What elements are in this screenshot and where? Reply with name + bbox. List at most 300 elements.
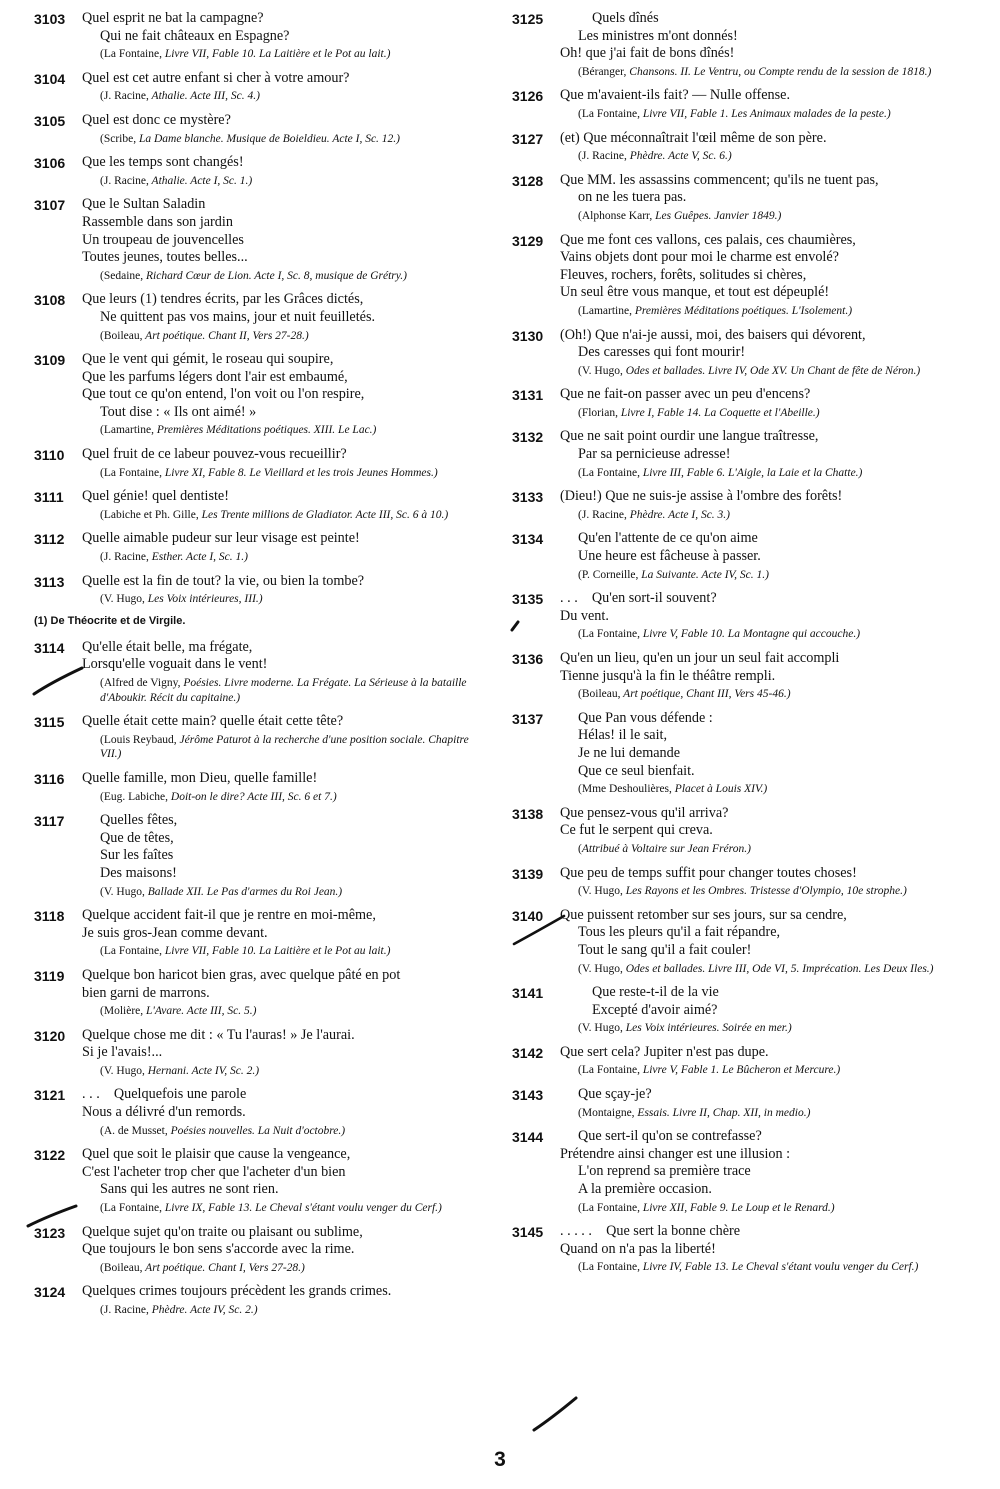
citation-work: Attribué à Voltaire sur Jean Fréron.): [581, 842, 751, 855]
quotation-entry: [512, 865, 970, 899]
quotation-entry: [34, 154, 486, 188]
source-citation: (V. Hugo, Les Voix intérieures. Soirée en mer.): [578, 1022, 792, 1035]
source-citation: (Montaigne, Essais. Livre II, Chap. XII, in medio.): [578, 1106, 811, 1119]
entry-number: 3131: [512, 387, 544, 404]
citation-author: V. Hugo,: [103, 593, 145, 606]
citation-work: Livre XII, Fable 9. Le Loup et le Renard.): [639, 1201, 835, 1214]
citation-work: Hernani. Acte IV, Sc. 2.): [144, 1064, 260, 1077]
quote-line: Que le vent qui gémit, le roseau qui soupire,: [82, 351, 334, 368]
entry-number: 3137: [512, 710, 544, 727]
entry-number: 3123: [34, 1224, 66, 1241]
citation-author: La Fontaine,: [103, 945, 162, 958]
citation-author: Eug. Labiche,: [103, 790, 169, 803]
entry-number: 3115: [34, 714, 65, 731]
quotation-entry: [34, 112, 486, 146]
quote-line: (et) Que méconnaîtrait l'œil même de son père.: [560, 129, 827, 146]
citation-work: Livre V, Fable 10. La Montagne qui accouche.): [639, 628, 861, 641]
entry-number: 3138: [512, 805, 544, 822]
quote-line: Je suis gros-Jean comme devant.: [82, 924, 268, 941]
source-citation: (Alfred de Vigny, Poésies. Livre moderne. La Frégate. La Sérieuse à la bataille d'Aboukir. Récit du capitaine.): [100, 677, 467, 704]
entry-number: 3134: [512, 531, 544, 548]
source-citation: (La Fontaine, Livre VII, Fable 1. Les Animaux malades de la peste.): [578, 107, 891, 120]
entry-number: 3144: [512, 1129, 544, 1146]
source-citation: (Lamartine, Premières Méditations poétiques. XIII. Le Lac.): [100, 424, 377, 437]
quote-line: Tous les pleurs qu'il a fait répandre,: [578, 924, 781, 941]
quote-line: Des maisons!: [100, 864, 177, 881]
citation-author: La Fontaine,: [103, 1202, 162, 1215]
left-column: [34, 10, 486, 1326]
quotation-entry: [34, 1224, 486, 1276]
citation-author: Labiche et Ph. Gille,: [103, 508, 199, 521]
quote-line: Rassemble dans son jardin: [82, 213, 233, 230]
quotation-entry: [34, 488, 486, 522]
source-citation: (J. Racine, Athalie. Acte III, Sc. 4.): [100, 90, 260, 103]
quote-line: Que me font ces vallons, ces palais, ces chaumières,: [560, 231, 856, 248]
citation-author: V. Hugo,: [581, 1022, 623, 1035]
entry-number: 3111: [34, 489, 64, 506]
quote-line: Que ce seul bienfait.: [578, 762, 695, 779]
citation-work: Athalie. Acte III, Sc. 4.): [148, 90, 260, 103]
quotation-entry: [34, 1027, 486, 1079]
citation-work: Art poétique, Chant III, Vers 45-46.): [620, 688, 791, 701]
quote-line: Sans qui les autres ne sont rien.: [100, 1181, 279, 1198]
entry-number: 3140: [512, 907, 544, 924]
quote-line: Tienne jusqu'à la fin le théâtre rempli.: [560, 667, 776, 684]
quote-line: Quelque accident fait-il que je rentre en moi-même,: [82, 907, 376, 924]
quote-line: Quelle aimable pudeur sur leur visage est peinte!: [82, 530, 360, 547]
quotation-entry: [512, 327, 970, 379]
quote-line: (Oh!) Que n'ai-je aussi, moi, des baisers qui dévorent,: [560, 326, 866, 343]
quote-line: Un seul être vous manque, et tout est dépeuplé!: [560, 284, 830, 301]
page-number: 3: [494, 1448, 506, 1471]
quote-line: A la première occasion.: [578, 1181, 712, 1198]
citation-work: Essais. Livre II, Chap. XII, in medio.): [634, 1106, 811, 1119]
quote-line: Sur les faîtes: [100, 847, 174, 864]
entry-number: 3122: [34, 1147, 66, 1164]
quote-line: Que toujours le bon sens s'accorde avec la rime.: [82, 1241, 355, 1258]
entry-number: 3127: [512, 130, 544, 147]
citation-work: Doit-on le dire? Acte III, Sc. 6 et 7.): [168, 790, 337, 803]
source-citation: (Eug. Labiche, Doit-on le dire? Acte III, Sc. 6 et 7.): [100, 790, 337, 803]
entry-number: 3133: [512, 489, 544, 506]
citation-author: Lamartine,: [103, 424, 154, 437]
quotation-entry: [34, 351, 486, 438]
entry-number: 3120: [34, 1027, 66, 1044]
quotation-entry: [34, 1146, 486, 1215]
quote-line: Quelles fêtes,: [100, 812, 178, 829]
source-citation: (La Fontaine, Livre IX, Fable 13. Le Cheval s'étant voulu venger du Cerf.): [100, 1202, 442, 1215]
quote-line: Excepté d'avoir aimé?: [592, 1001, 718, 1018]
source-citation: (Scribe, La Dame blanche. Musique de Boieldieu. Acte I, Sc. 12.): [100, 132, 401, 145]
citation-work: Richard Cœur de Lion. Acte I, Sc. 8, musique de Grétry.): [143, 269, 407, 282]
citation-work: Jérôme Paturot à la recherche d'une position sociale. Chapitre VII.): [100, 733, 469, 761]
entry-number: 3125: [512, 11, 544, 27]
quotation-entry: [34, 639, 486, 705]
citation-work: La Dame blanche. Musique de Boieldieu. Acte I, Sc. 12.): [136, 132, 401, 145]
entry-number: 3145: [512, 1224, 544, 1241]
quote-line: Que sçay-je?: [578, 1086, 652, 1103]
quote-line: L'on reprend sa première trace: [578, 1163, 751, 1180]
quotation-entry: [34, 196, 486, 283]
quotation-entry: [512, 710, 970, 797]
citation-work: L'Avare. Acte III, Sc. 5.): [143, 1005, 257, 1018]
quotation-entry: [512, 650, 970, 702]
source-citation: (Labiche et Ph. Gille, Les Trente millions de Gladiator. Acte III, Sc. 6 à 10.): [100, 508, 449, 521]
quote-line: Vains objets dont pour moi le charme est envolé?: [560, 249, 839, 266]
quote-line: Si je l'avais!...: [82, 1044, 163, 1061]
quote-line: Qu'elle était belle, ma frégate,: [82, 638, 253, 655]
quotation-entry: [512, 1128, 970, 1215]
quote-line: Je ne lui demande: [578, 744, 681, 761]
entry-number: 3124: [34, 1284, 66, 1301]
quote-line: Quelle était cette main? quelle était cette tête?: [82, 713, 344, 730]
citation-author: La Fontaine,: [581, 1064, 640, 1077]
source-citation: (Florian, Livre I, Fable 14. La Coquette et l'Abeille.): [578, 406, 820, 419]
entry-number: 3129: [512, 232, 544, 249]
pencil-mark: [530, 1394, 582, 1436]
quotation-entry: [512, 590, 970, 642]
source-citation: (Boileau, Art poétique. Chant I, Vers 27-28.): [100, 1261, 305, 1274]
entry-number: 3142: [512, 1044, 544, 1061]
source-citation: (La Fontaine, Livre V, Fable 10. La Montagne qui accouche.): [578, 628, 861, 641]
quote-line: Lorsqu'elle voguait dans le vent!: [82, 656, 268, 673]
pencil-mark: [30, 664, 90, 698]
quote-line: Qu'en l'attente de ce qu'on aime: [578, 530, 758, 547]
quotation-entry: [34, 770, 486, 804]
source-citation: (J. Racine, Esther. Acte I, Sc. 1.): [100, 551, 248, 564]
quotation-entry: [512, 386, 970, 420]
quotation-entry: [512, 10, 970, 79]
citation-author: La Fontaine,: [581, 1201, 640, 1214]
entry-number: 3132: [512, 429, 544, 446]
source-citation: (V. Hugo, Ballade XII. Le Pas d'armes du Roi Jean.): [100, 885, 343, 898]
citation-author: Béranger,: [581, 65, 627, 78]
citation-author: J. Racine,: [103, 551, 149, 564]
quotation-entry: [512, 130, 970, 164]
source-citation: (Alphonse Karr, Les Guêpes. Janvier 1849.): [578, 209, 782, 222]
pencil-mark: [510, 912, 570, 948]
entry-number: 3139: [512, 865, 544, 882]
quotation-entry: [34, 530, 486, 564]
quote-line: Quel esprit ne bat la campagne?: [82, 10, 264, 26]
quote-line: Que le Sultan Saladin: [82, 196, 206, 213]
source-citation: (J. Racine, Phèdre. Acte I, Sc. 3.): [578, 508, 731, 521]
citation-author: La Fontaine,: [103, 48, 162, 61]
quote-line: Que ne sait point ourdir une langue traîtresse,: [560, 428, 819, 445]
citation-author: Alfred de Vigny,: [103, 677, 181, 689]
citation-author: Alphonse Karr,: [581, 209, 653, 222]
citation-work: Les Voix intérieures. Soirée en mer.): [622, 1022, 792, 1035]
citation-work: Les Guêpes. Janvier 1849.): [652, 209, 782, 222]
quote-line: Quelle famille, mon Dieu, quelle famille!: [82, 769, 318, 786]
source-citation: (Boileau, Art poétique. Chant II, Vers 27-28.): [100, 329, 309, 342]
quotation-entry: [34, 907, 486, 959]
citation-work: Livre III, Fable 6. L'Aigle, la Laie et la Chatte.): [639, 466, 863, 479]
quote-line: Que sert-il qu'on se contrefasse?: [578, 1128, 762, 1145]
quote-line: Que les parfums légers dont l'air est embaumé,: [82, 368, 348, 385]
quote-line: Quelque bon haricot bien gras, avec quelque pâté en pot: [82, 966, 401, 983]
citation-author: La Fontaine,: [581, 107, 640, 120]
quote-line: Quel que soit le plaisir que cause la vengeance,: [82, 1146, 351, 1163]
citation-author: Montaigne,: [581, 1106, 635, 1119]
citation-work: Livre IV, Fable 13. Le Cheval s'étant voulu venger du Cerf.): [639, 1261, 919, 1274]
quote-line: Par sa pernicieuse adresse!: [578, 446, 731, 463]
quote-line: Que Pan vous défende :: [578, 709, 713, 726]
source-citation: (La Fontaine, Livre XI, Fable 8. Le Vieillard et les trois Jeunes Hommes.): [100, 466, 438, 479]
source-citation: (A. de Musset, Poésies nouvelles. La Nuit d'octobre.): [100, 1124, 346, 1137]
source-citation: (Molière, L'Avare. Acte III, Sc. 5.): [100, 1005, 257, 1018]
quote-line: on ne les tuera pas.: [578, 189, 687, 206]
quote-line: Que peu de temps suffit pour changer toutes choses!: [560, 864, 857, 881]
citation-author: J. Racine,: [581, 150, 627, 163]
footnote: (1) De Théocrite et de Virgile.: [34, 614, 186, 627]
quote-line: Ce fut le serpent qui creva.: [560, 822, 713, 839]
quote-line: (Dieu!) Que ne suis-je assise à l'ombre des forêts!: [560, 488, 843, 505]
source-citation: (La Fontaine, Livre VII, Fable 10. La Laitière et le Pot au lait.): [100, 48, 391, 61]
quote-line: Que ne fait-on passer avec un peu d'encens?: [560, 386, 811, 403]
quote-line: Du vent.: [560, 607, 609, 624]
citation-work: Livre IX, Fable 13. Le Cheval s'étant voulu venger du Cerf.): [161, 1202, 442, 1215]
quote-line: Que de têtes,: [100, 829, 174, 846]
quote-line: Que sert cela? Jupiter n'est pas dupe.: [560, 1043, 769, 1060]
citation-work: Livre VII, Fable 10. La Laitière et le Pot au lait.): [161, 945, 391, 958]
quotation-entry: [34, 1086, 486, 1138]
citation-author: La Fontaine,: [581, 466, 640, 479]
citation-work: Odes et ballades. Livre IV, Ode XV. Un Chant de fête de Néron.): [622, 364, 921, 377]
entry-number: 3126: [512, 88, 544, 105]
quote-line: . . . Qu'en sort-il souvent?: [560, 590, 717, 607]
quote-line: Nous a délivré d'un remords.: [82, 1104, 246, 1121]
right-column: [512, 10, 970, 1283]
source-citation: (V. Hugo, Les Voix intérieures, III.): [100, 593, 263, 606]
quotation-entry: [512, 984, 970, 1036]
citation-author: Sedaine,: [103, 269, 144, 282]
quote-line: Que tout ce qu'on entend, l'on voit ou l'on respire,: [82, 386, 365, 403]
entry-number: 3136: [512, 651, 544, 667]
source-citation: (J. Racine, Phèdre. Acte V, Sc. 6.): [578, 150, 732, 163]
quote-line: Que puissent retomber sur ses jours, sur sa cendre,: [560, 906, 847, 923]
quotation-entry: [34, 1283, 486, 1317]
source-citation: (La Fontaine, Livre III, Fable 6. L'Aigle, la Laie et la Chatte.): [578, 466, 863, 479]
citation-work: Poésies. Livre moderne. La Frégate. La Sérieuse à la bataille d'Aboukir. Récit du capitaine.): [100, 677, 467, 704]
quotation-entry: [34, 70, 486, 104]
citation-author: Louis Reybaud,: [103, 733, 177, 746]
entry-number: 3141: [512, 985, 544, 1002]
citation-work: Placet à Louis XIV.): [671, 783, 768, 796]
citation-author: V. Hugo,: [581, 364, 623, 377]
entry-number: 3108: [34, 292, 66, 309]
quote-line: Quand on n'a pas la liberté!: [560, 1240, 716, 1257]
quote-line: Quelque chose me dit : « Tu l'auras! » Je l'aurai.: [82, 1026, 355, 1043]
entry-number: 3106: [34, 155, 66, 172]
citation-work: Phèdre. Acte I, Sc. 3.): [626, 508, 731, 521]
quote-line: Une heure est fâcheuse à passer.: [578, 548, 761, 565]
quotation-entry: [512, 488, 970, 522]
citation-author: J. Racine,: [581, 508, 627, 521]
citation-work: Ballade XII. Le Pas d'armes du Roi Jean.): [144, 885, 343, 898]
entry-number: 3118: [34, 908, 65, 925]
entry-number: 3121: [34, 1087, 66, 1104]
quote-line: . . . . . Que sert la bonne chère: [560, 1223, 741, 1240]
quote-line: C'est l'acheter trop cher que l'acheter d'un bien: [82, 1163, 346, 1180]
citation-author: V. Hugo,: [581, 962, 623, 975]
quote-line: Fleuves, rochers, forêts, solitudes si chères,: [560, 266, 807, 283]
citation-author: Mme Deshoulières,: [581, 783, 672, 796]
quote-line: Hélas! il le sait,: [578, 727, 668, 744]
citation-author: Boileau,: [581, 688, 621, 701]
quote-line: Quel est cet autre enfant si cher à votre amour?: [82, 69, 350, 86]
citation-work: Chansons. II. Le Ventru, ou Compte rendu de la session de 1818.): [626, 65, 932, 78]
citation-work: Livre I, Fable 14. La Coquette et l'Abeille.): [617, 406, 820, 419]
quotation-entry: [34, 10, 486, 62]
quote-line: Ne quittent pas vos mains, jour et nuit feuilletés.: [100, 308, 376, 325]
citation-work: Poésies nouvelles. La Nuit d'octobre.): [167, 1124, 346, 1137]
source-citation: (J. Racine, Athalie. Acte I, Sc. 1.): [100, 174, 253, 187]
citation-work: Odes et ballades. Livre III, Ode VI, 5. Imprécation. Les Deux Iles.): [622, 962, 934, 975]
source-citation: (Sedaine, Richard Cœur de Lion. Acte I, Sc. 8, musique de Grétry.): [100, 269, 407, 282]
quote-line: Oh! que j'ai fait de bons dînés!: [560, 45, 735, 62]
entry-number: 3117: [34, 813, 65, 830]
source-citation: (Lamartine, Premières Méditations poétiques. L'Isolement.): [578, 304, 853, 317]
citation-work: Art poétique. Chant I, Vers 27-28.): [142, 1261, 305, 1274]
quotation-entry: [34, 713, 486, 762]
quotation-entry: [34, 291, 486, 343]
source-citation: (La Fontaine, Livre IV, Fable 13. Le Cheval s'étant voulu venger du Cerf.): [578, 1261, 919, 1274]
entry-number: 3105: [34, 112, 66, 129]
quotation-entry: [512, 1086, 970, 1120]
quote-line: Que leurs (1) tendres écrits, par les Grâces dictés,: [82, 291, 364, 308]
entry-number: 3103: [34, 11, 66, 27]
quote-line: Quelques crimes toujours précèdent les grands crimes.: [82, 1283, 392, 1300]
quote-line: Que reste-t-il de la vie: [592, 984, 719, 1001]
entry-number: 3110: [34, 447, 65, 464]
citation-work: Livre XI, Fable 8. Le Vieillard et les trois Jeunes Hommes.): [161, 466, 438, 479]
entry-number: 3116: [34, 770, 65, 787]
quote-line: . . . Quelquefois une parole: [82, 1086, 247, 1103]
citation-work: Athalie. Acte I, Sc. 1.): [148, 174, 253, 187]
entry-number: 3135: [512, 591, 544, 608]
citation-work: Phèdre. Acte V, Sc. 6.): [626, 150, 732, 163]
citation-work: Livre VII, Fable 1. Les Animaux malades de la peste.): [639, 107, 891, 120]
citation-work: Les Rayons et les Ombres. Tristesse d'Olympio, 10e strophe.): [622, 885, 907, 898]
source-citation: (V. Hugo, Odes et ballades. Livre IV, Ode XV. Un Chant de fête de Néron.): [578, 364, 921, 377]
citation-author: La Fontaine,: [581, 628, 640, 641]
quotation-entry: [34, 812, 486, 899]
quote-line: Tout le sang qu'il a fait couler!: [578, 941, 752, 958]
citation-work: Les Voix intérieures, III.): [144, 593, 263, 606]
entry-number: 3143: [512, 1087, 544, 1104]
citation-work: Premières Méditations poétiques. XIII. Le Lac.): [153, 424, 377, 437]
source-citation: (Attribué à Voltaire sur Jean Fréron.): [578, 842, 751, 855]
source-citation: (La Fontaine, Livre V, Fable 1. Le Bûcheron et Mercure.): [578, 1064, 841, 1077]
citation-author: P. Corneille,: [581, 568, 639, 581]
entry-number: 3114: [34, 639, 65, 656]
pencil-mark: [508, 612, 528, 634]
quote-line: Quel génie! quel dentiste!: [82, 488, 229, 505]
quote-line: Des caresses qui font mourir!: [578, 344, 746, 361]
entry-number: 3113: [34, 573, 65, 590]
source-citation: (V. Hugo, Hernani. Acte IV, Sc. 2.): [100, 1064, 260, 1077]
entry-number: 3107: [34, 197, 66, 214]
citation-author: V. Hugo,: [581, 885, 623, 898]
quotation-entry: [512, 428, 970, 480]
source-citation: (Béranger, Chansons. II. Le Ventru, ou Compte rendu de la session de 1818.): [578, 65, 932, 78]
citation-work: Livre V, Fable 1. Le Bûcheron et Mercure.): [639, 1064, 841, 1077]
entry-number: 3104: [34, 70, 66, 87]
quote-line: Que les temps sont changés!: [82, 154, 244, 171]
source-citation: (Mme Deshoulières, Placet à Louis XIV.): [578, 783, 768, 796]
source-citation: (Boileau, Art poétique, Chant III, Vers 45-46.): [578, 688, 791, 701]
quote-line: Tout dise : « Ils ont aimé! »: [100, 403, 257, 420]
citation-work: Esther. Acte I, Sc. 1.): [148, 551, 248, 564]
quotation-entry: [512, 1044, 970, 1078]
quote-line: Les ministres m'ont donnés!: [578, 27, 738, 44]
quotation-entry: [512, 530, 970, 582]
quote-line: Quels dînés: [592, 10, 659, 26]
quotation-entry: [512, 1223, 970, 1275]
quote-line: bien garni de marrons.: [82, 984, 210, 1001]
citation-work: Premières Méditations poétiques. L'Isolement.): [631, 304, 853, 317]
quote-line: Quel est donc ce mystère?: [82, 111, 231, 128]
citation-author: Boileau,: [103, 1261, 143, 1274]
pencil-mark: [24, 1202, 84, 1232]
citation-author: Lamartine,: [581, 304, 632, 317]
source-citation: (V. Hugo, Odes et ballades. Livre III, Ode VI, 5. Imprécation. Les Deux Iles.): [578, 962, 934, 975]
quotation-entry: [512, 232, 970, 319]
quote-line: Quelle est la fin de tout? la vie, ou bien la tombe?: [82, 572, 365, 589]
citation-work: Art poétique. Chant II, Vers 27-28.): [142, 329, 309, 342]
source-citation: (La Fontaine, Livre VII, Fable 10. La Laitière et le Pot au lait.): [100, 945, 391, 958]
citation-work: Livre VII, Fable 10. La Laitière et le Pot au lait.): [161, 48, 391, 61]
quotation-entry: [512, 172, 970, 224]
citation-author: Scribe,: [103, 132, 137, 145]
quote-line: Qui ne fait châteaux en Espagne?: [100, 27, 290, 44]
entry-number: 3128: [512, 172, 544, 189]
citation-author: A. de Musset,: [103, 1124, 168, 1137]
quote-line: Prétendre ainsi changer est une illusion :: [560, 1145, 791, 1162]
citation-author: Molière,: [103, 1005, 144, 1018]
entry-number: 3112: [34, 531, 65, 548]
quote-line: Toutes jeunes, toutes belles...: [82, 249, 248, 266]
quote-line: Un troupeau de jouvencelles: [82, 231, 244, 248]
quotation-entry: [34, 446, 486, 480]
citation-author: Boileau,: [103, 329, 143, 342]
quote-line: Quelque sujet qu'on traite ou plaisant ou sublime,: [82, 1223, 363, 1240]
quotation-entry: [512, 87, 970, 121]
citation-author: J. Racine,: [103, 1304, 149, 1316]
quotation-entry: [34, 967, 486, 1019]
quote-line: Que pensez-vous qu'il arriva?: [560, 804, 729, 821]
citation-author: V. Hugo,: [103, 1064, 145, 1077]
citation-author: La Fontaine,: [103, 466, 162, 479]
citation-work: Phèdre. Acte IV, Sc. 2.): [148, 1304, 258, 1316]
quote-line: Que m'avaient-ils fait? — Nulle offense.: [560, 87, 791, 104]
quote-line: Quel fruit de ce labeur pouvez-vous recueillir?: [82, 446, 347, 463]
source-citation: (V. Hugo, Les Rayons et les Ombres. Tristesse d'Olympio, 10e strophe.): [578, 885, 907, 898]
quotation-entry: [34, 573, 486, 607]
citation-work: La Suivante. Acte IV, Sc. 1.): [638, 568, 769, 581]
quote-line: Que MM. les assassins commencent; qu'ils ne tuent pas,: [560, 171, 879, 188]
source-citation: (P. Corneille, La Suivante. Acte IV, Sc. 1.): [578, 568, 769, 581]
quote-line: Qu'en un lieu, qu'en un jour un seul fait accompli: [560, 650, 840, 666]
citation-author: Florian,: [581, 406, 618, 419]
source-citation: (J. Racine, Phèdre. Acte IV, Sc. 2.): [100, 1304, 258, 1316]
citation-author: V. Hugo,: [103, 885, 145, 898]
entry-number: 3130: [512, 327, 544, 344]
entry-number: 3119: [34, 967, 65, 984]
entry-number: 3109: [34, 352, 66, 369]
citation-author: J. Racine,: [103, 174, 149, 187]
